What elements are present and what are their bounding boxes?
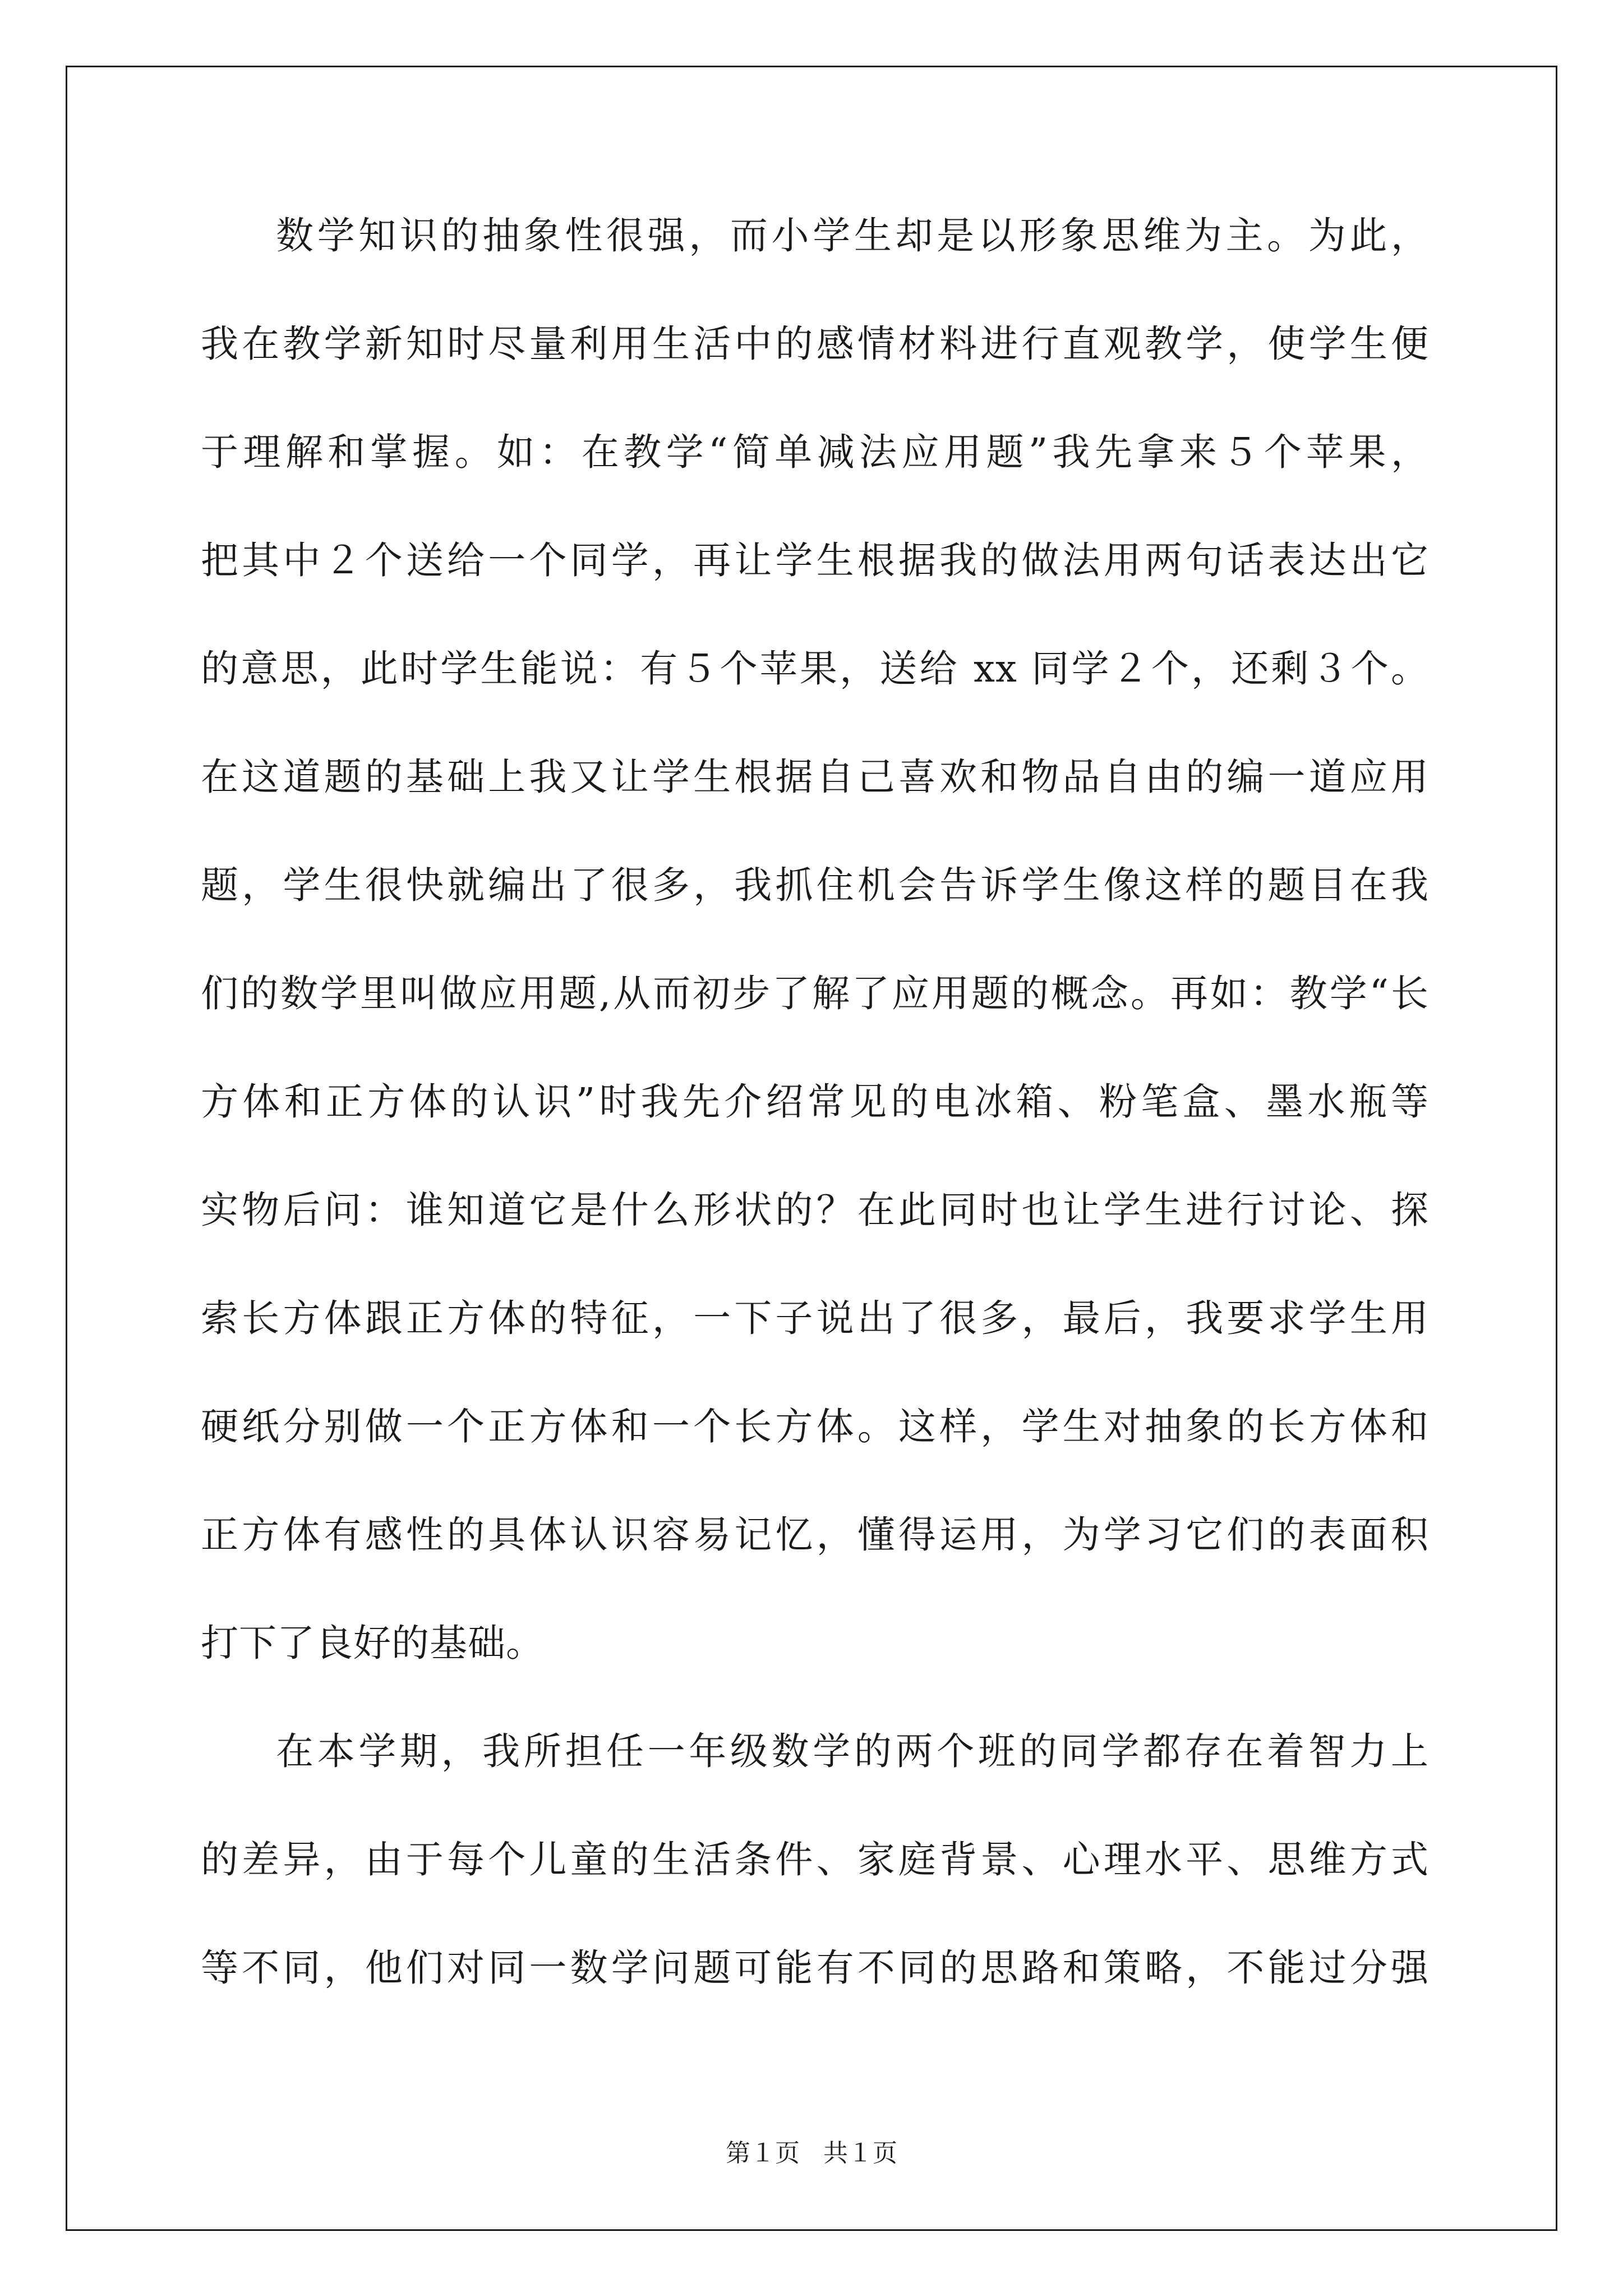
page-footer: 第１页 共１页	[726, 2139, 897, 2168]
paragraph-2-line-1: 在本学期，我所担任一年级数学的两个班的同学都存在着智力上	[276, 1729, 1429, 1773]
paragraph-1-line-1: 数学知识的抽象性很强，而小学生却是以形象思维为主。为此，	[276, 214, 1429, 257]
paragraph-1-line-2: 我在教学新知时尽量利用生活中的感情材料进行直观教学，使学生便	[201, 322, 1429, 366]
paragraph-1-line-11: 索长方体跟正方体的特征，一下子说出了很多，最后，我要求学生用	[201, 1296, 1429, 1340]
paragraph-1-line-13: 正方体有感性的具体认识容易记忆，懂得运用，为学习它们的表面积	[201, 1513, 1429, 1557]
paragraph-1-line-14: 打下了良好的基础。	[201, 1621, 544, 1665]
paragraph-1-line-8: 们的数学里叫做应用题,从而初步了解了应用题的概念。再如：教学“长	[201, 972, 1429, 1015]
paragraph-1-line-5: 的意思，此时学生能说：有５个苹果，送给 xx 同学２个，还剩３个。	[201, 647, 1429, 691]
paragraph-1-line-12: 硬纸分别做一个正方体和一个长方体。这样，学生对抽象的长方体和	[201, 1405, 1429, 1448]
paragraph-1-line-4: 把其中２个送给一个同学，再让学生根据我的做法用两句话表达出它	[201, 539, 1429, 582]
paragraph-1-line-3: 于理解和掌握。如：在教学“简单减法应用题”我先拿来５个苹果，	[201, 430, 1429, 474]
paragraph-1-line-10: 实物后问：谁知道它是什么形状的？在此同时也让学生进行讨论、探	[201, 1188, 1429, 1232]
paragraph-2-line-2: 的差异，由于每个儿童的生活条件、家庭背景、心理水平、思维方式	[201, 1838, 1429, 1881]
document-body	[201, 213, 1429, 2054]
paragraph-1-line-6: 在这道题的基础上我又让学生根据自己喜欢和物品自由的编一道应用	[201, 755, 1429, 799]
paragraph-2-line-3: 等不同，他们对同一数学问题可能有不同的思路和策略，不能过分强	[201, 1946, 1429, 1990]
paragraph-1-line-9: 方体和正方体的认识”时我先介绍常见的电冰箱、粉笔盒、墨水瓶等	[201, 1080, 1429, 1124]
paragraph-1-line-7: 题，学生很快就编出了很多，我抓住机会告诉学生像这样的题目在我	[201, 863, 1429, 907]
